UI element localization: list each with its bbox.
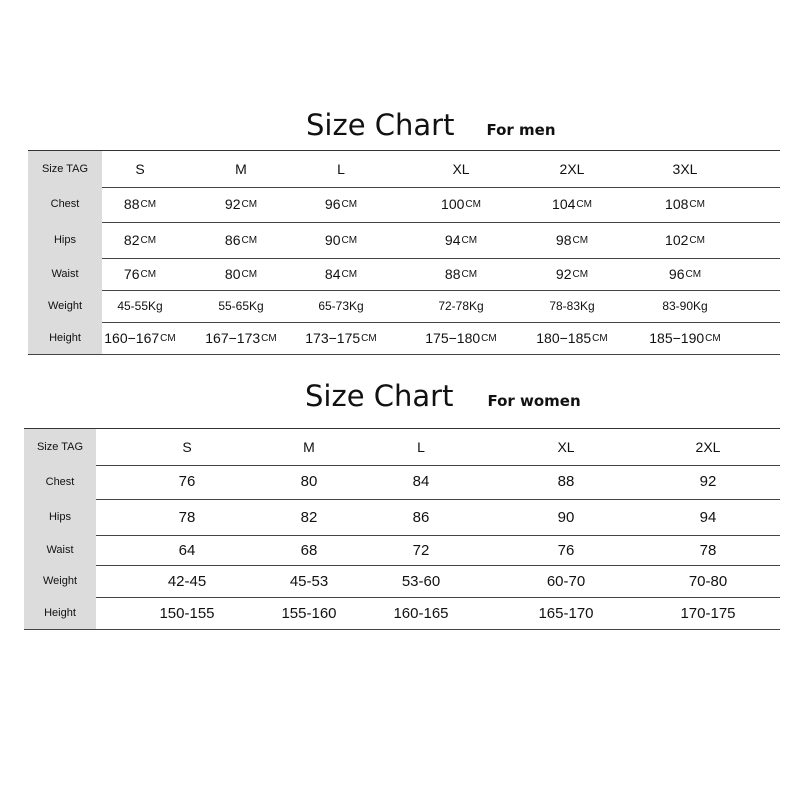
size-tag-cell [281, 151, 401, 187]
size-tag-cell [648, 429, 768, 465]
value-cell [127, 565, 247, 597]
measure-value: 80 [224, 266, 241, 282]
size-tag-cell [127, 429, 247, 465]
measure-value: 78 [699, 541, 717, 559]
row-label: Size TAG [24, 429, 96, 465]
row-label: Size TAG [28, 151, 102, 187]
value-cell [512, 290, 632, 322]
measure-unit: CM [705, 332, 721, 344]
measure-value: 82 [300, 508, 318, 526]
measure-unit: CM [689, 198, 705, 210]
size-tag-cell [625, 151, 745, 187]
measure-value: 102 [665, 232, 689, 248]
value-cell [625, 322, 745, 354]
measure-value: 167−173 [205, 330, 261, 346]
measure-unit: CM [140, 198, 157, 210]
measure-value: 175−180 [425, 330, 481, 346]
value-cell [281, 222, 401, 258]
measure-value: 160−167 [104, 330, 160, 346]
value-cell [361, 597, 481, 629]
measure-unit: CM [140, 268, 157, 280]
measure-value: 64 [178, 541, 196, 559]
value-cell [512, 222, 632, 258]
measure-value: 96 [324, 196, 341, 212]
value-cell [648, 499, 768, 535]
measure-unit: CM [341, 268, 358, 280]
measure-value: 84 [324, 266, 341, 282]
value-cell [361, 464, 481, 499]
measure-value: 72 [412, 541, 430, 559]
measure-value: 94 [444, 232, 461, 248]
measure-value: 45-53 [289, 572, 329, 590]
measure-value: 83-90Kg [662, 299, 708, 313]
value-cell [401, 322, 521, 354]
measure-unit: CM [461, 234, 478, 246]
measure-value: 104 [552, 196, 576, 212]
size-tag: M [235, 161, 247, 177]
measure-value: 76 [123, 266, 140, 282]
row-label: Weight [28, 290, 102, 322]
table-row [24, 464, 780, 500]
table-row [28, 186, 780, 223]
measure-value: 55-65Kg [218, 299, 264, 313]
value-cell [512, 186, 632, 222]
chart-title: Size Chart [306, 108, 455, 142]
table-row [28, 322, 780, 355]
size-tag: 2XL [695, 439, 721, 455]
measure-unit: CM [465, 198, 481, 210]
size-tag-cell [249, 429, 369, 465]
measure-unit: CM [140, 234, 157, 246]
table-row [24, 597, 780, 630]
value-cell [506, 565, 626, 597]
measure-value: 86 [224, 232, 241, 248]
measure-unit: CM [689, 234, 705, 246]
value-cell [127, 597, 247, 629]
measure-value: 165-170 [538, 604, 594, 622]
value-cell [625, 222, 745, 258]
measure-value: 86 [412, 508, 430, 526]
size-tag-cell [401, 151, 521, 187]
measure-value: 42-45 [167, 572, 207, 590]
value-cell [401, 258, 521, 290]
value-cell [249, 565, 369, 597]
measure-value: 100 [441, 196, 465, 212]
measure-unit: CM [685, 268, 702, 280]
value-cell [249, 597, 369, 629]
value-cell [361, 565, 481, 597]
value-cell [361, 535, 481, 565]
measure-value: 82 [123, 232, 140, 248]
measure-unit: CM [241, 198, 258, 210]
measure-value: 84 [412, 473, 430, 490]
measure-value: 88 [123, 196, 140, 212]
measure-value: 68 [300, 541, 318, 559]
measure-value: 173−175 [305, 330, 361, 346]
measure-unit: CM [592, 332, 608, 344]
row-label: Weight [24, 565, 96, 597]
measure-value: 92 [555, 266, 572, 282]
header-row [28, 150, 780, 188]
size-tag: S [182, 439, 192, 455]
size-tag: L [337, 161, 345, 177]
table-row [24, 565, 780, 598]
measure-value: 98 [555, 232, 572, 248]
value-cell [281, 258, 401, 290]
measure-value: 96 [668, 266, 685, 282]
value-cell [648, 464, 768, 499]
measure-value: 76 [178, 473, 196, 490]
measure-value: 92 [699, 473, 717, 490]
size-tag-cell [506, 429, 626, 465]
size-tag: XL [557, 439, 575, 455]
measure-value: 92 [224, 196, 241, 212]
table-row [28, 290, 780, 323]
measure-value: 76 [557, 541, 575, 559]
value-cell [401, 222, 521, 258]
row-label: Chest [24, 464, 96, 499]
row-label: Height [28, 322, 102, 354]
size-table [24, 428, 780, 629]
header-row [24, 428, 780, 466]
measure-unit: CM [341, 198, 358, 210]
value-cell [361, 499, 481, 535]
measure-unit: CM [572, 234, 589, 246]
value-cell [249, 499, 369, 535]
measure-value: 180−185 [536, 330, 592, 346]
value-cell [648, 597, 768, 629]
measure-value: 90 [557, 508, 575, 526]
measure-value: 155-160 [281, 604, 337, 622]
measure-value: 45-55Kg [117, 299, 163, 313]
value-cell [127, 535, 247, 565]
size-tag: XL [452, 161, 470, 177]
value-cell [625, 258, 745, 290]
value-cell [401, 290, 521, 322]
measure-value: 150-155 [159, 604, 215, 622]
value-cell [249, 535, 369, 565]
value-cell [401, 186, 521, 222]
value-cell [648, 565, 768, 597]
table-row [24, 499, 780, 536]
chart-title: Size Chart [305, 379, 454, 413]
value-cell [506, 499, 626, 535]
measure-unit: CM [461, 268, 478, 280]
measure-value: 72-78Kg [438, 299, 484, 313]
value-cell [506, 535, 626, 565]
value-cell [648, 535, 768, 565]
measure-value: 160-165 [393, 604, 449, 622]
measure-value: 60-70 [546, 572, 586, 590]
row-label: Waist [28, 258, 102, 290]
value-cell [506, 464, 626, 499]
value-cell [249, 464, 369, 499]
chart-title-row [305, 379, 581, 413]
table-row [28, 222, 780, 259]
measure-value: 90 [324, 232, 341, 248]
measure-unit: CM [572, 268, 589, 280]
measure-unit: CM [241, 234, 258, 246]
row-label: Hips [28, 222, 102, 258]
table-row [28, 258, 780, 291]
row-label: Waist [24, 535, 96, 565]
chart-subtitle: For men [486, 121, 556, 139]
value-cell [127, 499, 247, 535]
measure-value: 185−190 [649, 330, 705, 346]
chart-title-row [306, 108, 556, 142]
value-cell [506, 597, 626, 629]
size-tag: 3XL [672, 161, 698, 177]
measure-value: 70-80 [688, 572, 728, 590]
measure-value: 65-73Kg [318, 299, 364, 313]
measure-value: 88 [444, 266, 461, 282]
value-cell [281, 290, 401, 322]
row-label: Height [24, 597, 96, 629]
measure-value: 78-83Kg [549, 299, 595, 313]
measure-unit: CM [481, 332, 497, 344]
measure-unit: CM [341, 234, 358, 246]
value-cell [281, 322, 401, 354]
size-tag: S [135, 161, 145, 177]
measure-value: 88 [557, 473, 575, 490]
value-cell [625, 290, 745, 322]
value-cell [512, 258, 632, 290]
measure-value: 170-175 [680, 604, 736, 622]
size-tag-cell [361, 429, 481, 465]
table-row [24, 535, 780, 566]
value-cell [512, 322, 632, 354]
measure-unit: CM [576, 198, 592, 210]
measure-value: 80 [300, 473, 318, 490]
measure-unit: CM [261, 332, 277, 344]
measure-unit: CM [241, 268, 258, 280]
row-label: Chest [28, 186, 102, 222]
row-label: Hips [24, 499, 96, 535]
measure-value: 78 [178, 508, 196, 526]
measure-value: 108 [665, 196, 689, 212]
measure-value: 94 [699, 508, 717, 526]
measure-unit: CM [361, 332, 377, 344]
measure-value: 53-60 [401, 572, 441, 590]
size-tag-cell [512, 151, 632, 187]
size-tag: L [417, 439, 425, 455]
measure-unit: CM [160, 332, 176, 344]
size-table [28, 150, 780, 354]
size-tag: 2XL [559, 161, 585, 177]
value-cell [625, 186, 745, 222]
size-tag: M [303, 439, 315, 455]
chart-subtitle: For women [487, 392, 581, 410]
value-cell [127, 464, 247, 499]
value-cell [281, 186, 401, 222]
